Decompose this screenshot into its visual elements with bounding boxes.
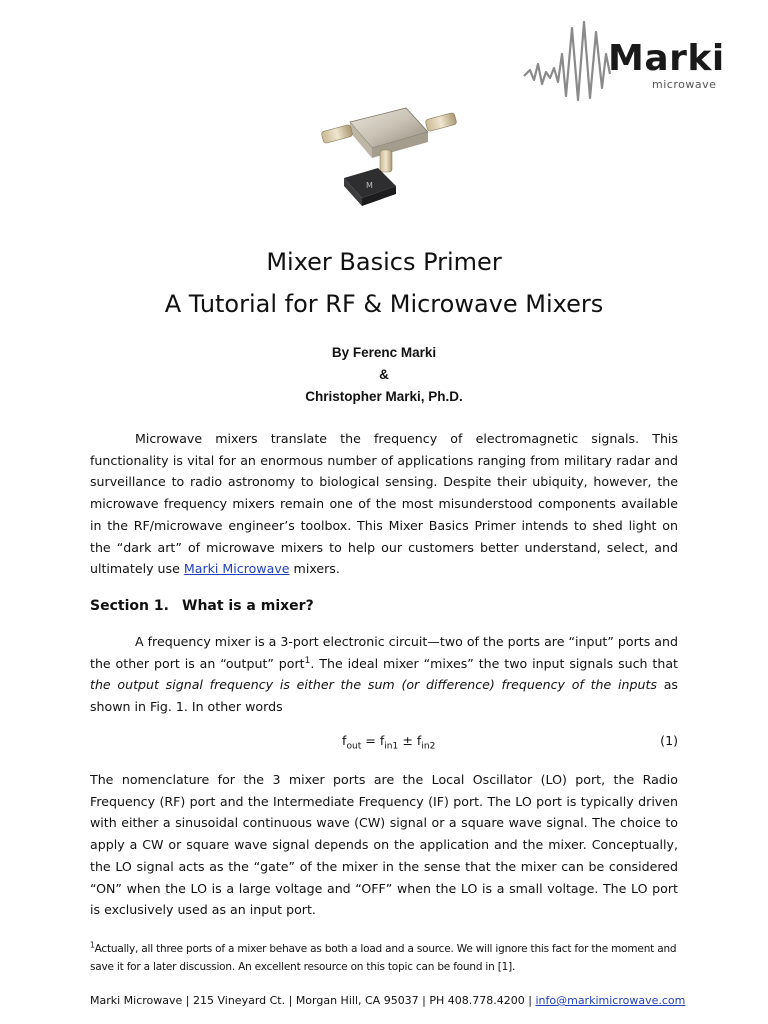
para2-part1: A frequency mixer is a 3-port electronic circuit—two of the ports are “input” ports and the other port is an “output” port (90, 634, 678, 671)
footnote-marker: 1 (90, 940, 95, 950)
author-ampersand: & (379, 367, 389, 382)
section-number: Section 1. (90, 598, 169, 614)
company-logo (522, 14, 742, 104)
equation-1 (90, 733, 678, 755)
footnote (90, 941, 678, 976)
document-subtitle: A Tutorial for RF & Microwave Mixers (164, 290, 604, 318)
equation-text: $f_{out} = f_{in1} \pm f_{in2}$ (342, 733, 436, 752)
author-line-2: Christopher Marki, Ph.D. (305, 389, 463, 404)
intro-paragraph (90, 428, 678, 580)
intro-text-end: mixers. (293, 561, 340, 577)
product-photo (288, 102, 480, 220)
logo-subtitle: microwave (652, 78, 717, 91)
footnote-text: Actually, all three ports of a mixer behave as both a load and a source. We will ignore this fact for the moment and save it for a later discussion. An excellent resource on this topic can be found in [1]. (90, 943, 677, 973)
section-heading (90, 596, 314, 616)
document-title: Mixer Basics Primer (266, 248, 502, 276)
footer-address: Marki Microwave | 215 Vineyard Ct. | Morgan Hill, CA 95037 | PH 408.778.4200 | (90, 994, 536, 1007)
logo-wordmark: Marki (608, 38, 725, 79)
mixer-definition-paragraph (90, 631, 678, 718)
port-nomenclature-paragraph: The nomenclature for the 3 mixer ports are the Local Oscillator (LO) port, the Radio Frequency (RF) port and the Intermediate Frequency (IF) port. The LO port is typically driven with either a sinusoidal continuous wave (CW) signal or a square wave signal. The choice to apply a CW or square wave signal depends on the application and the mixer. Conceptually, the LO signal acts as the “gate” of the mixer in the sense that the mixer can be considered “ON” when the LO is a large voltage and “OFF” when the LO is a small voltage. The LO port is exclusively used as an input port. (90, 772, 678, 918)
footer-email-link[interactable]: info@markimicrowave.com (535, 994, 686, 1007)
para2-italic: the output signal frequency is either the sum (or difference) frequency of the inputs (90, 677, 657, 693)
equation-number: (1) (660, 733, 678, 748)
author-line-1: By Ferenc Marki (331, 345, 437, 360)
intro-text: Microwave mixers translate the frequency of electromagnetic signals. This functionality is vital for an enormous number of applications ranging from military radar and surveillance to radio astronomy to biological sensing. Despite their ubiquity, however, the microwave frequency mixers remain one of the most misunderstood components available in the RF/microwave engineer’s toolbox. This Mixer Basics Primer intends to shed light on the “dark art” of microwave mixers to help our customers better understand, select, and ultimately use (90, 431, 678, 577)
svg-text:M: M (366, 181, 373, 190)
page-footer (90, 993, 690, 1009)
para2-part2: . The ideal mixer “mixes” the two input signals such that (310, 655, 678, 671)
footnote-reference[interactable]: 1 (304, 655, 311, 666)
section-title: What is a mixer? (182, 598, 314, 614)
para2-part3: as shown in Fig. 1. In other words (90, 677, 678, 715)
marki-microwave-link[interactable]: Marki Microwave (183, 561, 290, 577)
